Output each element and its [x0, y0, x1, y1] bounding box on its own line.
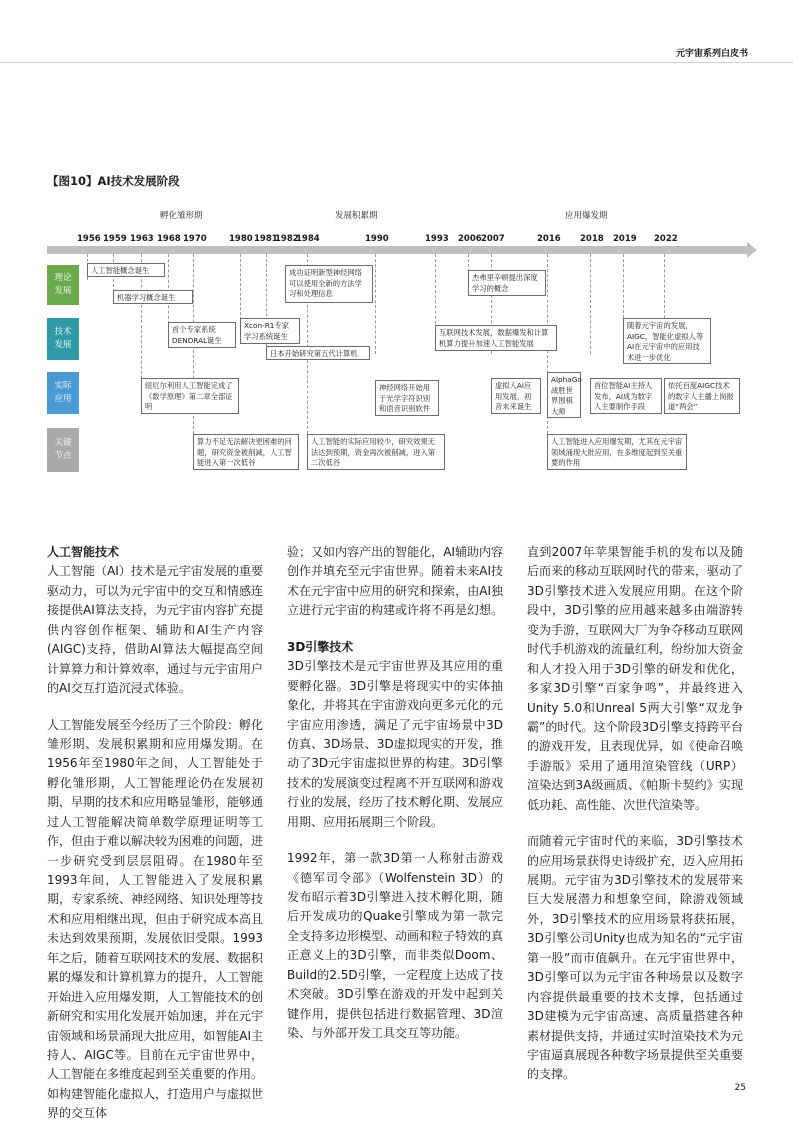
header-divider: [0, 62, 793, 63]
timeline-arrow: [747, 242, 757, 258]
timeline-connector: [168, 254, 169, 324]
year-label: 2016: [537, 234, 561, 244]
year-label: 1956: [77, 234, 101, 244]
event-1959: 机器学习概念诞生: [113, 290, 193, 304]
text-column-1: [47, 543, 263, 1141]
section-heading: 人工智能技术: [47, 545, 120, 559]
year-label: 2006: [458, 234, 482, 244]
event-1963: 纽厄尔利用人工智能完成了《数学原理》第二章全部证明: [141, 378, 239, 414]
row-label-tech: 技术 发展: [47, 318, 79, 360]
event-1968: 首个专家系统DENDRAL诞生: [168, 322, 236, 348]
event-2022: 依托百度AIGC技术的数字人主播上岗报道“两会”: [664, 378, 740, 414]
section-heading: 3D引擎技术: [287, 639, 354, 654]
timeline-connector: [240, 254, 241, 320]
paragraph: 人工智能（AI）技术是元宇宙发展的重要驱动力，可以为元宇宙中的交互和情感连接提供AI算法支持，为元宇宙内容扩充提供内容创作框架、辅助和AI生产内容(AIGC)支持，借助AI算法大幅提高空间计算算力和计算效率，通过与元宇宙用户的AI交互打造沉浸式体验。: [47, 564, 264, 696]
milestone-1970: 算力不足无法解决更困难的问题，研究资金被削减，人工智能进入第一次低谷: [193, 434, 299, 470]
paragraph: 而随着元宇宙时代的来临，3D引擎技术的应用场景获得史诗级扩充，迈入应用拓展期。元宇宙为3D引擎技术的发展带来巨大发展潜力和想象空间，除游戏领域外，3D引擎技术的应用场景将获拓展，3D引擎公司Unity也成为知名的“元宇宙第一股”而市值飙升。在元宇宙世界中，3D引擎可以为元宇宙各种场景以及数字内容提供最重要的技术支撑，包括通过3D建模为元宇宙高速、高质量搭建各种素材提供支持，并通过实时渲染技术为元宇宙逼真展现各种数字场景提供至关重要的支撑。: [527, 834, 744, 1082]
year-label: 1993: [425, 234, 449, 244]
year-label: 1959: [103, 234, 127, 244]
row-label-milestone: 关键 节点: [47, 428, 79, 472]
event-2018: 首位智能AI主持人发布，AI成为数字人主要制作手段: [590, 378, 662, 414]
year-label: 1970: [183, 234, 207, 244]
year-label: 1963: [130, 234, 154, 244]
text-column-3: [527, 543, 743, 1102]
year-label: 1990: [365, 234, 389, 244]
event-2006: 杰弗里辛顿提出深度学习的概念: [468, 270, 546, 296]
paragraph: 直到2007年苹果智能手机的发布以及随后而来的移动互联网时代的带来，驱动了3D引擎技术进入发展应用期。在这个阶段中，3D引擎的应用越来越多由端游转变为手游，互联网大厂为争夺移动互联网时代手机游戏的流量红利，纷纷加大资金和人才投入用于3D引擎的研发和优化，多家3D引擎“百家争鸣”，并最终进入Unity 5.0和Unreal 5两大引擎“双龙争霸”的时代。这个阶段3D引擎支持跨平台的游戏开发，且表现优异，如《使命召唤手游版》采用了通用渲染管线（URP）渲染达到3A级画质、《帕斯卡契约》实现低功耗、高性能、次世代渲染等。: [527, 545, 744, 812]
event-1990: 神经网络开始用于光学字符识别和语音识别软件: [375, 380, 439, 416]
year-label: 2019: [613, 234, 637, 244]
year-label: 1968: [157, 234, 181, 244]
page-number: 25: [734, 1083, 746, 1093]
year-label: 1982: [275, 234, 299, 244]
year-label: 2007: [481, 234, 505, 244]
milestone-2016: 人工智能进入应用爆发期，尤其在元宇宙领域涌现大批应用，在多维度起到至关重要的作用: [547, 434, 687, 470]
timeline-connector: [623, 254, 624, 318]
timeline-bar: [47, 246, 747, 254]
text-column-2: [287, 543, 503, 1061]
year-label: 2018: [580, 234, 604, 244]
event-1984-theory: 成功证明新型神经网络可以使用全新的方法学习和处理信息: [285, 265, 373, 303]
timeline-connector: [590, 254, 591, 354]
timeline-connector: [375, 254, 376, 354]
phase-label: 应用爆发期: [565, 211, 608, 221]
year-label: 2022: [654, 234, 678, 244]
row-label-theory: 理论 发展: [47, 265, 79, 305]
phase-label: 孵化雏形期: [160, 211, 203, 221]
timeline-connector: [435, 254, 436, 324]
paragraph: 3D引擎技术是元宇宙世界及其应用的重要孵化器。3D引擎是将现实中的实体抽象化，并将其在宇宙游戏向更多元化的元宇宙应用渗透，满足了元宇宙场景中3D仿真、3D场景、3D虚拟现实的开发，推动了3D元宇宙虚拟世界的构建。3D引擎技术的发展演变过程离不开互联网和游戏行业的发展，经历了技术孵化期、发展应用期、应用拓展期三个阶段。: [287, 659, 504, 829]
event-1980: Xcon-R1专家学习系统诞生: [240, 318, 300, 344]
year-label: 1980: [229, 234, 253, 244]
milestone-1984: 人工智能的实际应用较少，研究效果无法达到预期，资金再次被削减，进入第二次低谷: [307, 434, 445, 470]
event-2007: 虚拟人AI应用发展，初音未来诞生: [491, 378, 541, 414]
event-1982: 日本开始研究第五代计算机: [266, 346, 370, 360]
row-label-application: 实际 应用: [47, 372, 79, 414]
event-1993: 互联网技术发展，数据爆发和计算机算力提升加速人工智能发展: [435, 325, 557, 351]
paragraph: 1992年，第一款3D第一人称射击游戏《德军司令部》（Wolfenstein 3D）的发布昭示着3D引擎进入技术孵化期，随后开发成功的Quake引擎成为第一款完全支持多边形模型、动画和粒子特效的真正意义上的3D引擎，而非类似Doom、Build的2.5D引擎，一定程度上达成了技术突破。3D引擎在游戏的开发中起到关键作用，提供包括进行数据管理、3D渲染、与外部开发工具交互等功能。: [287, 851, 504, 1041]
event-2019: 随着元宇宙的发展，AIGC，智能化虚拟人等AI在元宇宙中的应用技术进一步优化: [623, 318, 711, 364]
year-label: 1984: [296, 234, 320, 244]
paragraph: 人工智能发展至今经历了三个阶段：孵化雏形期、发展积累期和应用爆发期。在1956年至1980年之间，人工智能处于孵化雏形期，人工智能理论仍在发展初期，早期的技术和应用略显雏形，能够通过人工智能解决简单数学原理证明等工作，但由于难以解决较为困难的问题，进一步研究受到层层阻碍。在1980年至1993年间，人工智能进入了发展积累期，专家系统、神经网络、知识处理等技术和应用相继出现，但由于研究成本高且未达到效果预期，发展依旧受限。1993年之后，随着互联网技术的发展、数据积累的爆发和计算机算力的提升，人工智能开始进入应用爆发期，人工智能技术的创新研究和实用化发展开始加速，并在元宇宙领域和场景涌现大批应用，如智能AI主持人、AIGC等。目前在元宇宙世界中，人工智能在多维度起到至关重要的作用。如构建智能化虚拟人，打造用户与虚拟世界的交互体: [47, 717, 264, 1121]
event-2016: AlphaGo战胜世界围棋大师: [547, 372, 581, 418]
paragraph: 验；又如内容产出的智能化，AI辅助内容创作并填充至元宇宙世界。随着未来AI技术在元宇宙中应用的研究和探索，由AI独立进行元宇宙的构建或许将不再是幻想。: [287, 545, 504, 618]
year-label: 1981: [254, 234, 278, 244]
figure-title: 【图10】AI技术发展阶段: [47, 174, 180, 188]
event-1956: 人工智能概念诞生: [87, 263, 165, 277]
phase-label: 发展积累期: [335, 211, 378, 221]
header-title: 元宇宙系列白皮书: [675, 49, 748, 59]
